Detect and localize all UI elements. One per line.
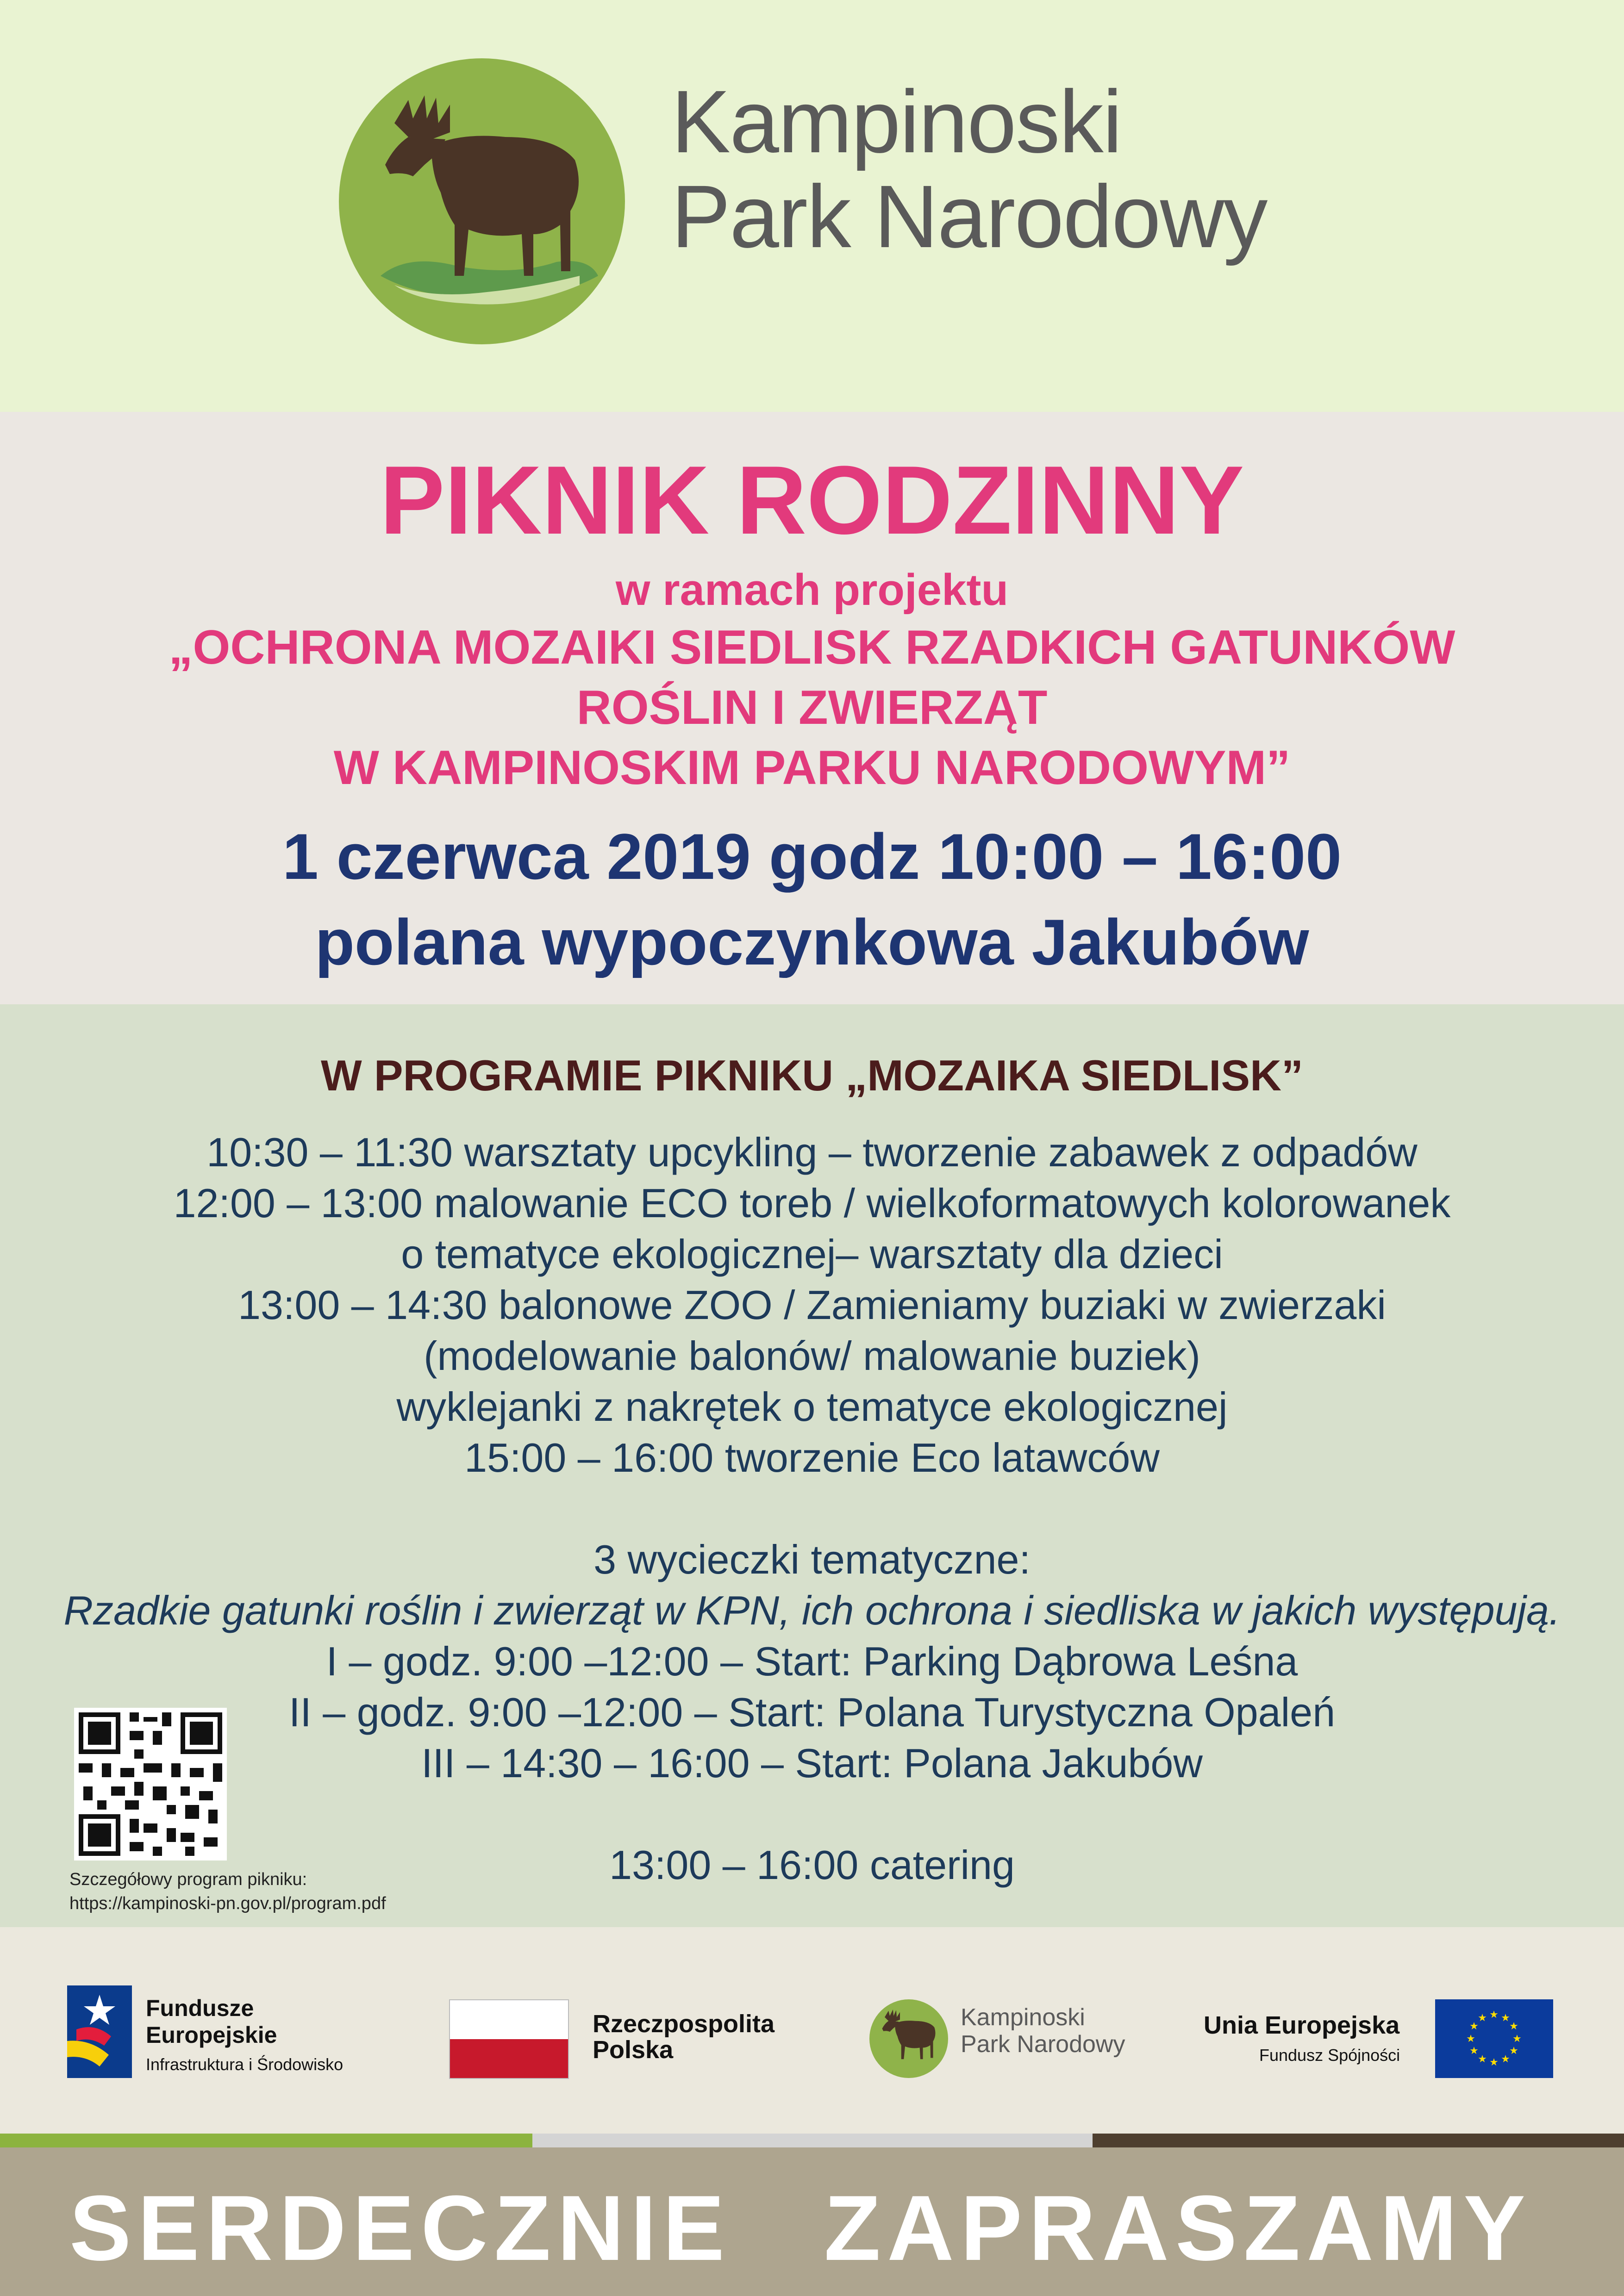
trip-line: III – 14:30 – 16:00 – Start: Polana Jakubów	[421, 1740, 1203, 1786]
program-line: 10:30 – 11:30 warsztaty upcykling – tworzenie zabawek z odpadów	[206, 1129, 1418, 1175]
fundusze-europejskie-logo-icon	[67, 1985, 132, 2078]
fe-line3: Infrastruktura i Środowisko	[146, 2055, 344, 2074]
eu-fund: Fundusz Spójności	[1259, 2046, 1400, 2065]
svg-text:★: ★	[1509, 2021, 1518, 2032]
program-line: (modelowanie balonów/ malowanie buziek)	[424, 1333, 1200, 1379]
qr-caption-url[interactable]: https://kampinoski-pn.gov.pl/program.pdf	[69, 1894, 386, 1913]
program-line: 15:00 – 16:00 tworzenie Eco latawców	[464, 1435, 1160, 1481]
project-line-2: ROŚLIN I ZWIERZĄT	[576, 681, 1048, 734]
trips-subtitle: Rzadkie gatunki roślin i zwierząt w KPN, ich ochrona i siedliska w jakich występują.	[63, 1587, 1561, 1633]
park-name	[671, 74, 1267, 264]
moose-logo-icon	[339, 58, 625, 344]
svg-text:★: ★	[1501, 2053, 1510, 2065]
svg-text:★: ★	[1489, 2009, 1499, 2021]
header-band	[0, 0, 1624, 412]
project-line-3: W KAMPINOSKIM PARKU NARODOWYM”	[333, 741, 1291, 795]
rp-name	[593, 2011, 775, 2063]
program-line: 13:00 – 14:30 balonowe ZOO / Zamieniamy buziaki w zwierzaki	[238, 1282, 1386, 1328]
park-name-line1: Kampinoski	[671, 72, 1122, 171]
svg-text:★: ★	[1478, 2012, 1487, 2024]
event-date: 1 czerwca 2019 godz 10:00 – 16:00	[282, 820, 1342, 893]
eu-flag-icon	[1435, 1999, 1553, 2078]
trip-line: I – godz. 9:00 –12:00 – Start: Parking Dąbrowa Leśna	[326, 1638, 1298, 1684]
svg-text:★: ★	[1469, 2045, 1479, 2057]
color-stripe	[0, 2134, 1624, 2147]
svg-text:★: ★	[1509, 2045, 1518, 2057]
svg-text:★: ★	[1478, 2053, 1487, 2065]
kpn-small-line2: Park Narodowy	[961, 2031, 1125, 2058]
kpn-small-name	[961, 2004, 1125, 2058]
kpn-small-line1: Kampinoski	[961, 2004, 1085, 2031]
svg-text:★: ★	[1512, 2033, 1522, 2045]
program-line: wyklejanki z nakrętek o tematyce ekologicznej	[396, 1384, 1228, 1430]
fe-name	[146, 1995, 277, 2048]
park-name-line2: Park Narodowy	[671, 167, 1267, 266]
event-title: PIKNIK RODZINNY	[380, 446, 1244, 554]
event-subtitle: w ramach projektu	[615, 565, 1009, 615]
svg-text:★: ★	[1489, 2057, 1499, 2068]
event-place: polana wypoczynkowa Jakubów	[315, 906, 1309, 978]
project-line-1: „OCHRONA MOZAIKI SIEDLISK RZADKICH GATUNKÓW	[169, 621, 1455, 674]
catering-line: 13:00 – 16:00 catering	[609, 1842, 1015, 1888]
qr-code-icon[interactable]	[74, 1708, 227, 1860]
program-line: 12:00 – 13:00 malowanie ECO toreb / wielkoformatowych kolorowanek	[173, 1180, 1451, 1226]
svg-text:★: ★	[1469, 2021, 1479, 2032]
trip-line: II – godz. 9:00 –12:00 – Start: Polana Turystyczna Opaleń	[288, 1689, 1336, 1735]
rp-line2: Polska	[593, 2036, 674, 2064]
polish-flag-icon	[449, 1999, 569, 2079]
trips-title: 3 wycieczki tematyczne:	[593, 1537, 1031, 1582]
qr-caption	[69, 1867, 386, 1916]
footer-word-1: SERDECZNIE	[69, 2177, 731, 2280]
eu-name: Unia Europejska	[1204, 2011, 1400, 2039]
kpn-small-logo-icon	[869, 1999, 948, 2078]
fe-line1: Fundusze	[146, 1995, 254, 2021]
svg-text:★: ★	[1501, 2012, 1510, 2024]
rp-line1: Rzeczpospolita	[593, 2010, 775, 2038]
fe-line2: Europejskie	[146, 2022, 277, 2048]
qr-caption-line1: Szczegółowy program pikniku:	[69, 1870, 307, 1889]
footer-word-2: ZAPRASZAMY	[824, 2177, 1532, 2280]
program-line: o tematyce ekologicznej– warsztaty dla dzieci	[401, 1231, 1223, 1277]
program-title: W PROGRAMIE PIKNIKU „MOZAIKA SIEDLISK”	[321, 1051, 1303, 1100]
svg-text:★: ★	[1466, 2033, 1475, 2045]
